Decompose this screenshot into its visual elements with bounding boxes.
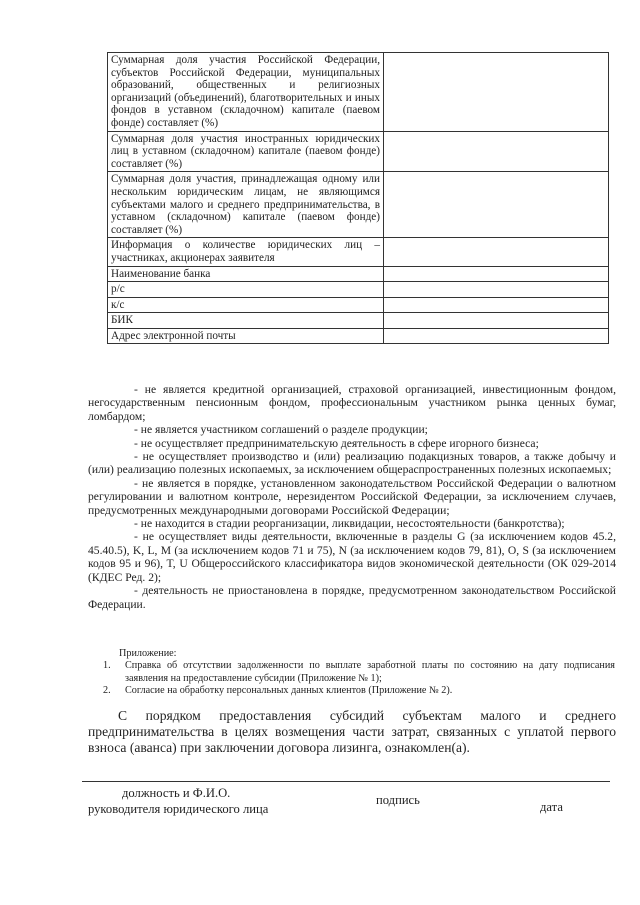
condition-item: - не осуществляет виды деятельности, включенные в разделы G (за исключением кодов 45.2, 45.40.5), K, L, M (за исключением кодов 71 и 75), N (за исключением кодов 79, 81), O, S (за исключением кодов 95 и 96), T, U Общероссийского классификатора видов экономической деятельности (ОК 029-2014 (КДЕС Ред. 2); <box>88 530 616 584</box>
row-value-field[interactable] <box>384 131 609 172</box>
row-value-field[interactable] <box>384 172 609 238</box>
row-label: Информация о количестве юридических лиц – участниках, акционерах заявителя <box>108 238 384 266</box>
table-row <box>108 238 609 266</box>
condition-item: - деятельность не приостановлена в порядке, предусмотренном законодательством Российской Федерации. <box>88 584 616 611</box>
annex-item <box>103 685 615 697</box>
table-row <box>108 131 609 172</box>
row-value-field[interactable] <box>384 238 609 266</box>
condition-item: - не является в порядке, установленном законодательством Российской Федерации о валютном регулировании и валютном контроле, нерезидентом Российской Федерации, за исключением случаев, предусмотренных международными договорами Российской Федерации; <box>88 476 616 517</box>
table-row <box>108 297 609 313</box>
applicant-info-table <box>107 52 609 344</box>
condition-item: - не осуществляет предпринимательскую деятельность в сфере игорного бизнеса; <box>134 436 539 450</box>
position-name-label: должность и Ф.И.О. <box>122 786 231 800</box>
row-value-field[interactable] <box>384 266 609 282</box>
row-value-field[interactable] <box>384 282 609 298</box>
date-label: дата <box>540 800 563 814</box>
conditions-list <box>88 383 616 611</box>
annex-item-number: 1. <box>103 660 111 672</box>
annex-item-number: 2. <box>103 685 111 697</box>
annex-section <box>103 648 615 698</box>
head-of-entity-label: руководителя юридического лица <box>88 802 269 816</box>
consent-text: С порядком предоставления субсидий субъектам малого и среднего предпринимательства в целях возмещения части затрат, связанных с уплатой первого взноса (аванса) при заключении договора лизинга, ознакомлен(а). <box>88 708 616 755</box>
row-label: к/с <box>108 297 384 313</box>
condition-item: - не является кредитной организацией, страховой организацией, инвестиционным фондом, негосударственным пенсионным фондом, профессиональным участником рынка ценных бумаг, ломбардом; <box>88 383 616 423</box>
table-row <box>108 282 609 298</box>
condition-item: - не осуществляет производство и (или) реализацию подакцизных товаров, а также добычу и (или) реализацию полезных ископаемых, за исключением общераспространенных полезных ископаемых; <box>88 450 616 477</box>
row-label: БИК <box>108 313 384 329</box>
table-row <box>108 53 609 132</box>
condition-item: - не является участником соглашений о разделе продукции; <box>134 423 428 437</box>
table-row <box>108 313 609 329</box>
row-label: р/с <box>108 282 384 298</box>
annex-item-text: Согласие на обработку персональных данных клиентов (Приложение № 2). <box>125 685 453 697</box>
table-row <box>108 172 609 238</box>
table-row <box>108 266 609 282</box>
row-value-field[interactable] <box>384 313 609 329</box>
table-row <box>108 328 609 344</box>
row-label: Адрес электронной почты <box>108 328 384 344</box>
signature-label: подпись <box>376 793 420 807</box>
row-label: Наименование банка <box>108 266 384 282</box>
row-value-field[interactable] <box>384 53 609 132</box>
signature-line <box>82 781 610 782</box>
row-value-field[interactable] <box>384 328 609 344</box>
condition-item: - не находится в стадии реорганизации, ликвидации, несостоятельности (банкротства); <box>134 517 565 531</box>
annex-item-text: Справка об отсутствии задолженности по выплате заработной платы по состоянию на дату подписания заявления на предоставление субсидии (Приложение № 1); <box>125 660 615 684</box>
annex-item <box>103 660 615 685</box>
annex-title: Приложение: <box>119 648 177 659</box>
row-label: Суммарная доля участия иностранных юридических лиц в уставном (складочном) капитале (паевом фонде) составляет (%) <box>108 131 384 172</box>
consent-statement <box>88 708 616 756</box>
row-label: Суммарная доля участия Российской Федерации, субъектов Российской Федерации, муниципальных образований, общественных и религиозных организаций (объединений), благотворительных и иных фондов в уставном (складочном) капитале (паевом фонде) составляет (%) <box>108 53 384 132</box>
row-label: Суммарная доля участия, принадлежащая одному или нескольким юридическим лицам, не являющимся субъектами малого и среднего предпринимательства, в уставном (складочном) капитале (паевом фонде) составляет (%) <box>108 172 384 238</box>
row-value-field[interactable] <box>384 297 609 313</box>
